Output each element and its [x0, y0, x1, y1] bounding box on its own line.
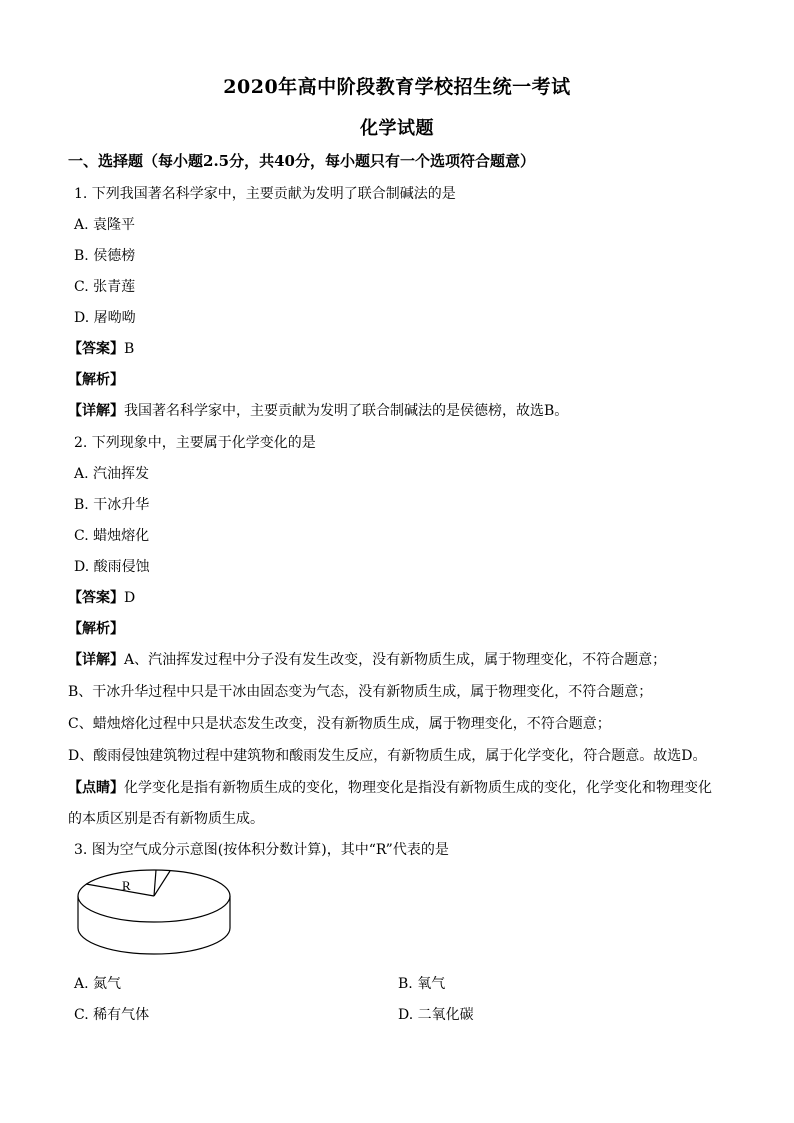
question-1-option-d: D. 屠呦呦: [74, 310, 136, 326]
detail-text: 我国著名科学家中，主要贡献为发明了联合制碱法的是侯德榜，故选B。: [124, 403, 569, 419]
question-2-comment-cont: 的本质区别是否有新物质生成。: [68, 811, 264, 827]
question-2-analysis-tag: 【解析】: [68, 621, 124, 637]
question-2-option-d: D. 酸雨侵蚀: [74, 559, 150, 575]
question-2-comment: [68, 777, 712, 797]
question-2-option-c: C. 蜡烛熔化: [74, 528, 150, 544]
question-3-option-c: C. 稀有气体: [74, 1007, 150, 1023]
question-2-option-b: B. 干冰升华: [74, 497, 150, 513]
answer-value: D: [124, 590, 136, 606]
question-1-answer: [68, 338, 134, 358]
exam-title: 2020年高中阶段教育学校招生统一考试: [223, 76, 571, 98]
question-2-stem: 2. 下列现象中，主要属于化学变化的是: [74, 435, 316, 451]
answer-tag: 【答案】: [68, 341, 124, 357]
figure-label-r: R: [122, 878, 131, 893]
comment-text: 化学变化是指有新物质生成的变化，物理变化是指没有新物质生成的变化，化学变化和物理变化: [124, 780, 712, 796]
question-2-detail-a: [68, 649, 666, 669]
question-1-option-c: C. 张青莲: [74, 279, 136, 295]
question-1-option-b: B. 侯德榜: [74, 248, 136, 264]
question-2-detail-b: B、干冰升华过程中只是干冰由固态变为气态，没有新物质生成，属于物理变化，不符合题意；: [68, 684, 653, 700]
question-2-answer: [68, 587, 135, 607]
exam-subtitle: 化学试题: [360, 118, 434, 139]
question-2-option-a: A. 汽油挥发: [74, 466, 150, 482]
question-3-stem: 3. 图为空气成分示意图(按体积分数计算)，其中“R”代表的是: [74, 842, 449, 858]
question-3-option-d: D. 二氧化碳: [398, 1007, 474, 1023]
question-2-detail-c: C、蜡烛熔化过程中只是状态发生改变，没有新物质生成，属于物理变化，不符合题意；: [68, 716, 611, 732]
detail-text-a: A、汽油挥发过程中分子没有发生改变，没有新物质生成，属于物理变化，不符合题意；: [124, 652, 667, 668]
answer-value: B: [124, 341, 135, 357]
detail-tag: 【详解】: [68, 652, 124, 668]
answer-tag: 【答案】: [68, 590, 124, 606]
question-1-option-a: A. 袁隆平: [74, 217, 136, 233]
question-3-option-a: A. 氮气: [74, 976, 122, 992]
comment-tag: 【点睛】: [68, 780, 124, 796]
detail-tag: 【详解】: [68, 403, 124, 419]
question-1-analysis-tag: 【解析】: [68, 372, 124, 388]
question-1-stem: 1. 下列我国著名科学家中，主要贡献为发明了联合制碱法的是: [74, 186, 456, 202]
section-heading: 一、选择题（每小题2.5分，共40分，每小题只有一个选项符合题意）: [68, 152, 535, 170]
air-composition-pie-figure: [70, 866, 240, 958]
question-2-detail-d: D、酸雨侵蚀建筑物过程中建筑物和酸雨发生反应，有新物质生成，属于化学变化，符合题意。故选D。: [68, 748, 707, 764]
question-3-option-b: B. 氧气: [398, 976, 446, 992]
question-1-detail: [68, 400, 568, 420]
